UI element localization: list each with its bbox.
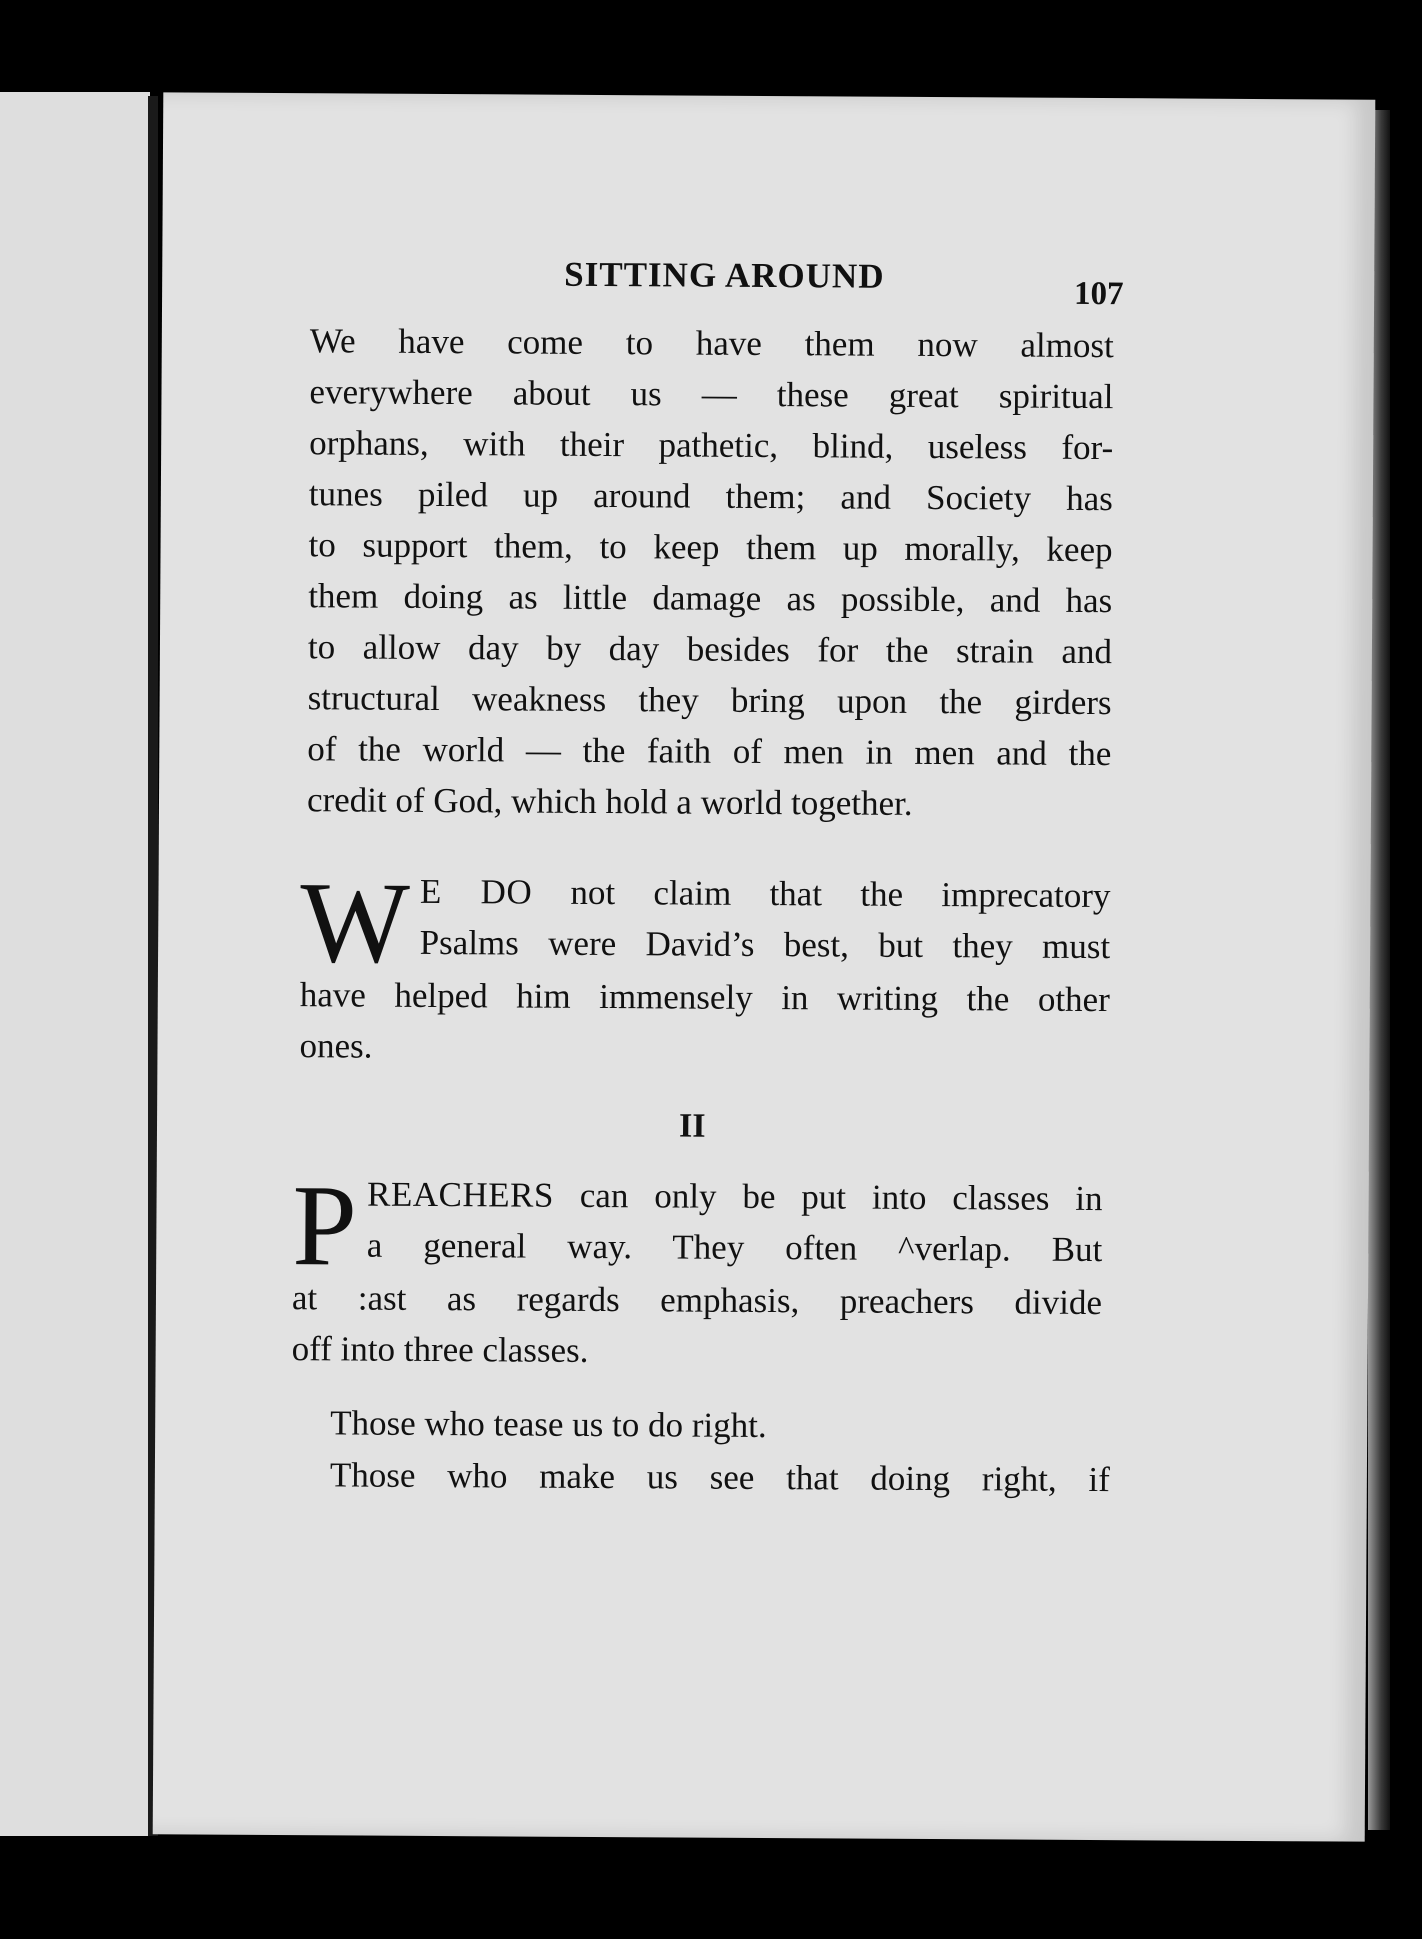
paragraph-tease (330, 1397, 1110, 1453)
paragraph-make-us-see (330, 1449, 1110, 1505)
text-line: to allow day by day besides for the strain and (307, 627, 1113, 672)
text-line: to support them, to keep them up morally, keep (308, 525, 1113, 570)
text-line: tunes piled up around them; and Society has (308, 474, 1113, 519)
text-line: Those who tease us to do right. (330, 1403, 767, 1446)
book-page (153, 92, 1376, 1841)
text-line: everywhere about us — these great spiritual (309, 372, 1114, 417)
lead-in-caps: E DO (419, 871, 533, 912)
text-line: off into three classes. (291, 1329, 589, 1370)
paragraph-preachers (291, 1162, 1103, 1379)
text-line: Those who make us see that doing right, if (329, 1455, 1110, 1500)
text-line: credit of God, which hold a world together. (306, 780, 913, 823)
text-line: them doing as little damage as possible, and has (308, 576, 1113, 621)
text-line: ones. (299, 1026, 373, 1066)
text-fragment: not claim that the imprecatory (532, 872, 1111, 916)
text-fragment: can only be put into classes in (553, 1175, 1103, 1219)
text-line (300, 865, 1110, 921)
text-line: orphans, with their pathetic, blind, useless for- (309, 423, 1114, 468)
text-line: at :ast as regards emphasis, preachers divide (291, 1278, 1103, 1323)
lead-in-caps: REACHERS (367, 1174, 555, 1215)
text-line: Psalms were David’s best, but they must (419, 922, 1111, 967)
facing-page-margin (0, 92, 150, 1836)
paragraph-psalms (299, 859, 1111, 1076)
running-head: SITTING AROUND (564, 254, 885, 296)
text-line: structural weakness they bring upon the girders (307, 678, 1112, 723)
text-line: of the world — the faith of men in men and the (307, 729, 1112, 774)
text-line (292, 1168, 1102, 1224)
section-heading: II (678, 1107, 706, 1145)
drop-cap: P (292, 1162, 358, 1291)
text-line: a general way. They often ^verlap. But (366, 1225, 1103, 1270)
page-number: 107 (1074, 275, 1124, 313)
text-line: We have come to have them now almost (309, 321, 1114, 366)
drop-cap: W (299, 859, 411, 988)
paragraph-orphans (307, 315, 1114, 830)
text-line: have helped him immensely in writing the other (299, 975, 1110, 1020)
